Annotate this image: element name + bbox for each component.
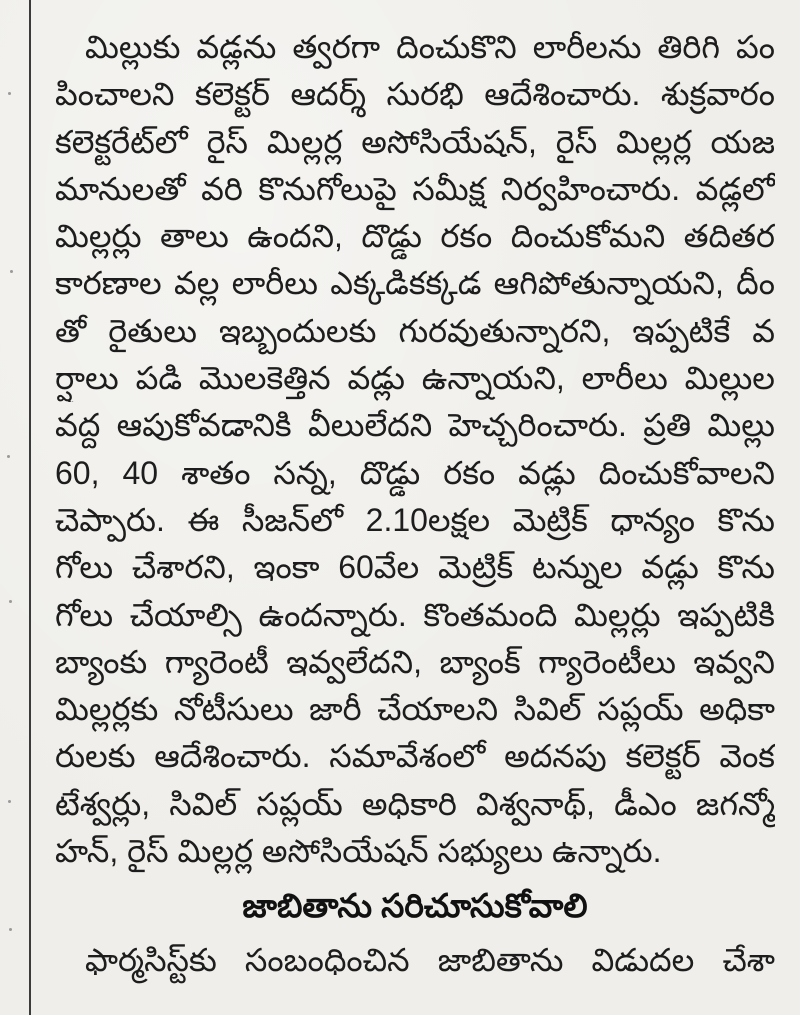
margin-mark: [7, 455, 10, 458]
article-line: మిల్లర్లు తాలు ఉందని, దొడ్డు రకం దించుకోమని తదితర: [55, 218, 775, 255]
article-line: గోలు చేశారని, ఇంకా 60వేల మెట్రిక్ టన్నుల వడ్లు కొను: [55, 549, 775, 586]
margin-mark: [9, 928, 12, 931]
article-body: [55, 24, 775, 985]
article-line: రులకు ఆదేశించారు. సమావేశంలో అదనపు కలెక్టర్ వెంక: [55, 738, 775, 775]
article-line: బ్యాంకు గ్యారెంటీ ఇవ్వలేదని, బ్యాంక్ గ్యారెంటీలు ఇవ్వని: [55, 643, 775, 680]
article-line: మిల్లుకు వడ్లను త్వరగా దించుకొని లారీలను తిరిగి పం: [85, 29, 775, 65]
article-line: చెప్పారు. ఈ సీజన్‌లో 2.10లక్షల మెట్రిక్ ధాన్యం కొను: [55, 501, 775, 538]
article-line: గోలు చేయాల్సి ఉందన్నారు. కొంతమంది మిల్లర్లు ఇప్పటికి: [55, 596, 775, 633]
subheading: జాబితాను సరిచూసుకోవాలి: [242, 887, 588, 925]
article-line: మిల్లర్లకు నోటీసులు జారీ చేయాలని సివిల్ సప్లయ్ అధికా: [55, 691, 775, 728]
article-line: వద్ద ఆపుకోవడానికి వీలులేదని హెచ్చరించారు. ప్రతి మిల్లు: [55, 407, 775, 444]
article-line: మానులతో వరి కొనుగోలుపై సమీక్ష నిర్వహించారు. వడ్లలో: [55, 170, 775, 207]
margin-mark: [8, 92, 11, 95]
article-line: పించాలని కలెక్టర్ ఆదర్శ్ సురభి ఆదేశించారు. శుక్రవారం: [55, 76, 775, 113]
article-line: ర్షాలు పడి మొలకెత్తిన వడ్లు ఉన్నాయని, లారీలు మిల్లుల: [55, 360, 775, 397]
article-line: 60, 40 శాతం సన్న, దొడ్డు రకం వడ్లు దించుకోవాలని: [55, 454, 775, 491]
article-line: కారణాల వల్ల లారీలు ఎక్కడికక్కడ ఆగిపోతున్నాయని, దీం: [55, 265, 775, 302]
margin-mark: [10, 270, 13, 273]
article-line: ఫార్మసిస్ట్‌కు సంబంధించిన జాబితాను విడుదల చేశా: [85, 942, 775, 979]
article-line: హన్, రైస్ మిల్లర్ల అసోసియేషన్ సభ్యులు ఉన్నారు.: [55, 833, 662, 870]
article-line: కలెక్టరేట్‌లో రైస్ మిల్లర్ల అసోసియేషన్, రైస్ మిల్లర్ల యజ: [55, 123, 775, 160]
article-line: తో రైతులు ఇబ్బందులకు గురవుతున్నారని, ఇప్పటికే వ: [55, 312, 775, 349]
article-line: టేశ్వర్లు, సివిల్ సప్లయ్ అధికారి విశ్వనాథ్, డీఎం జగన్మో: [55, 785, 775, 822]
margin-mark: [9, 600, 12, 603]
column-rule: [29, 0, 31, 1015]
margin-mark: [8, 800, 11, 803]
